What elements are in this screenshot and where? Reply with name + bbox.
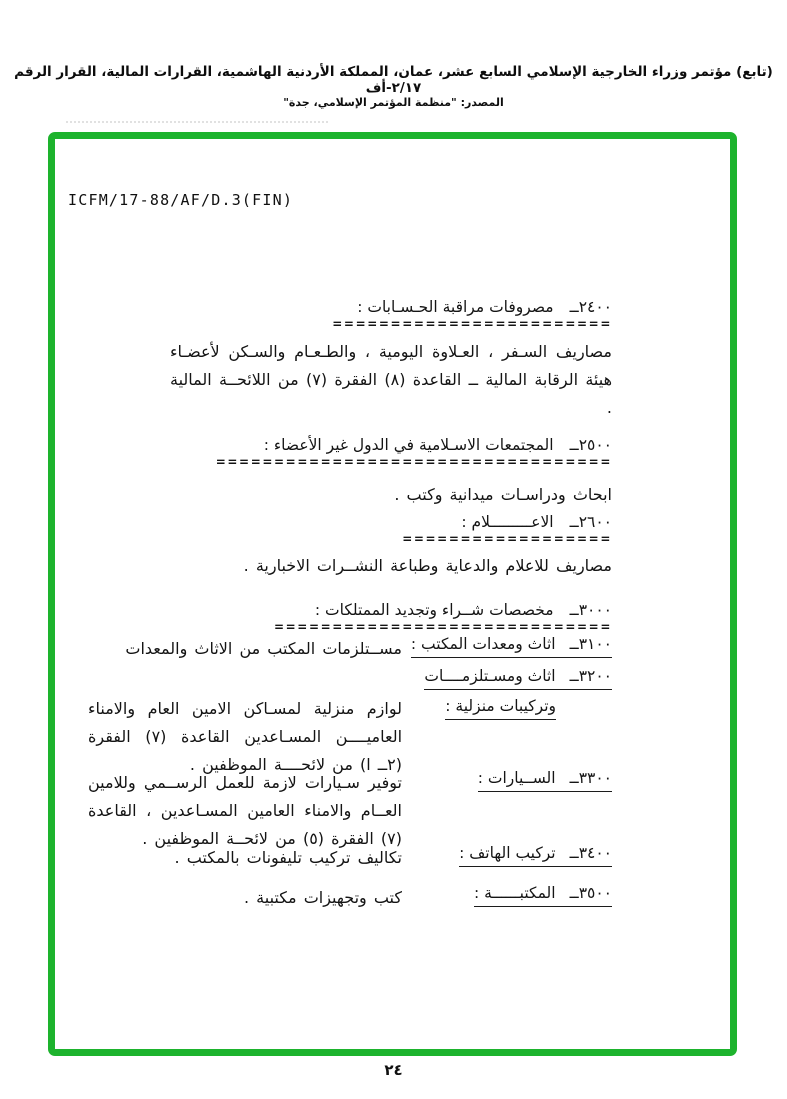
section-3200-number: ٣٢٠٠ــ bbox=[569, 667, 612, 685]
source-line: المصدر: "منظمة المؤتمر الإسلامي، جدة" bbox=[283, 96, 504, 109]
document-reference-header: (تابع) مؤتمر وزراء الخارجية الإسلامي السابع عشر، عمان، المملكة الأردنية الهاشمية، القرارات المالية، القرار الرقم ٢/١٧-أف bbox=[14, 64, 773, 96]
section-3400-heading bbox=[420, 844, 612, 872]
section-2600-heading bbox=[402, 512, 612, 545]
section-3200-title-line1: اثاث ومسـتلزمــــات bbox=[424, 667, 556, 685]
section-3500-row bbox=[88, 884, 612, 912]
section-3400-title: تركيب الهاتف : bbox=[459, 844, 556, 862]
section-2500-title: المجتمعات الاسـلامية في الدول غير الأعضاء : bbox=[263, 436, 554, 454]
section-3200-heading bbox=[420, 667, 612, 779]
section-3500-number: ٣٥٠٠ــ bbox=[569, 884, 612, 902]
section-3000-number: ٣٠٠٠ــ bbox=[569, 601, 612, 619]
document-code: ICFM/17-88/AF/D.3(FIN) bbox=[68, 191, 294, 209]
section-3400-row bbox=[88, 844, 612, 872]
section-3000-heading bbox=[274, 600, 612, 633]
section-3400-description: تكاليف تركيب تليفونات بالمكتب . bbox=[174, 848, 402, 867]
section-3500-description: كتب وتجهيزات مكتبية . bbox=[243, 888, 402, 907]
section-3100-heading bbox=[410, 635, 612, 663]
section-2400-title: مصروفات مراقبة الحـسـابات : bbox=[357, 298, 554, 316]
section-2500-description: ابحاث ودراسـات ميدانية وكتب . bbox=[394, 485, 612, 504]
section-3500-title: المكتبــــــة : bbox=[473, 884, 556, 902]
section-3000-title: مخصصات شــراء وتجديد الممتلكات : bbox=[314, 601, 554, 619]
highlight-border bbox=[48, 132, 737, 1056]
section-3300-title: الســيارات : bbox=[477, 769, 556, 787]
section-2400-number: ٢٤٠٠ــ bbox=[569, 298, 612, 316]
section-2600-number: ٢٦٠٠ــ bbox=[569, 513, 612, 531]
section-3100-row bbox=[88, 635, 612, 663]
section-2600-double-rule: ================== bbox=[402, 532, 612, 546]
section-3300-number: ٣٣٠٠ــ bbox=[569, 769, 612, 787]
section-2400-double-rule: ======================== bbox=[332, 317, 612, 331]
section-3400-number: ٣٤٠٠ــ bbox=[569, 844, 612, 862]
section-3200-title-line2: وتركيبات منزلية : bbox=[445, 697, 556, 720]
page-number: ٢٤ bbox=[384, 1061, 403, 1079]
section-3200-row bbox=[88, 667, 612, 779]
section-2500-number: ٢٥٠٠ــ bbox=[569, 436, 612, 454]
section-3500-heading bbox=[420, 884, 612, 912]
section-2600-title: الاعـــــــــلام : bbox=[461, 513, 554, 531]
section-3300-description: توفير سـيارات لازمة للعمل الرســمي وللامين العــام والامناء العامين المسـاعدين ، القاعدة (٧) الفقرة (٥) من لائحــة الموظفين . bbox=[88, 773, 402, 848]
scan-artifact-line bbox=[66, 121, 328, 123]
section-3100-title: اثاث ومعدات المكتب : bbox=[410, 635, 556, 653]
section-2400-description: مصاريف السـفر ، العـلاوة اليومية ، والطـعـام والسـكن لأعضـاء هيئة الرقابة المالية ــ القاعدة (٨) الفقرة (٧) من اللائحــة المالية . bbox=[170, 342, 613, 417]
section-2500-double-rule: ================================== bbox=[215, 455, 612, 469]
section-3200-description: لوازم منزلية لمسـاكن الامين العام والامناء العاميــــن المسـاعدين القاعدة (٧) الفقرة (٢ــ ا) من لائحــــة الموظفين . bbox=[88, 699, 403, 774]
section-2400-heading bbox=[332, 297, 612, 330]
section-3300-heading bbox=[420, 769, 612, 853]
section-3300-row bbox=[88, 769, 612, 853]
section-3100-description: مســتلزمات المكتب من الاثاث والمعدات bbox=[125, 639, 402, 658]
section-2600-description: مصاريف للاعلام والدعاية وطباعة النشــرات الاخبارية . bbox=[243, 556, 612, 575]
section-3000-double-rule: ============================= bbox=[274, 620, 612, 634]
section-2500-heading bbox=[216, 435, 612, 468]
section-3100-number: ٣١٠٠ــ bbox=[569, 635, 612, 653]
